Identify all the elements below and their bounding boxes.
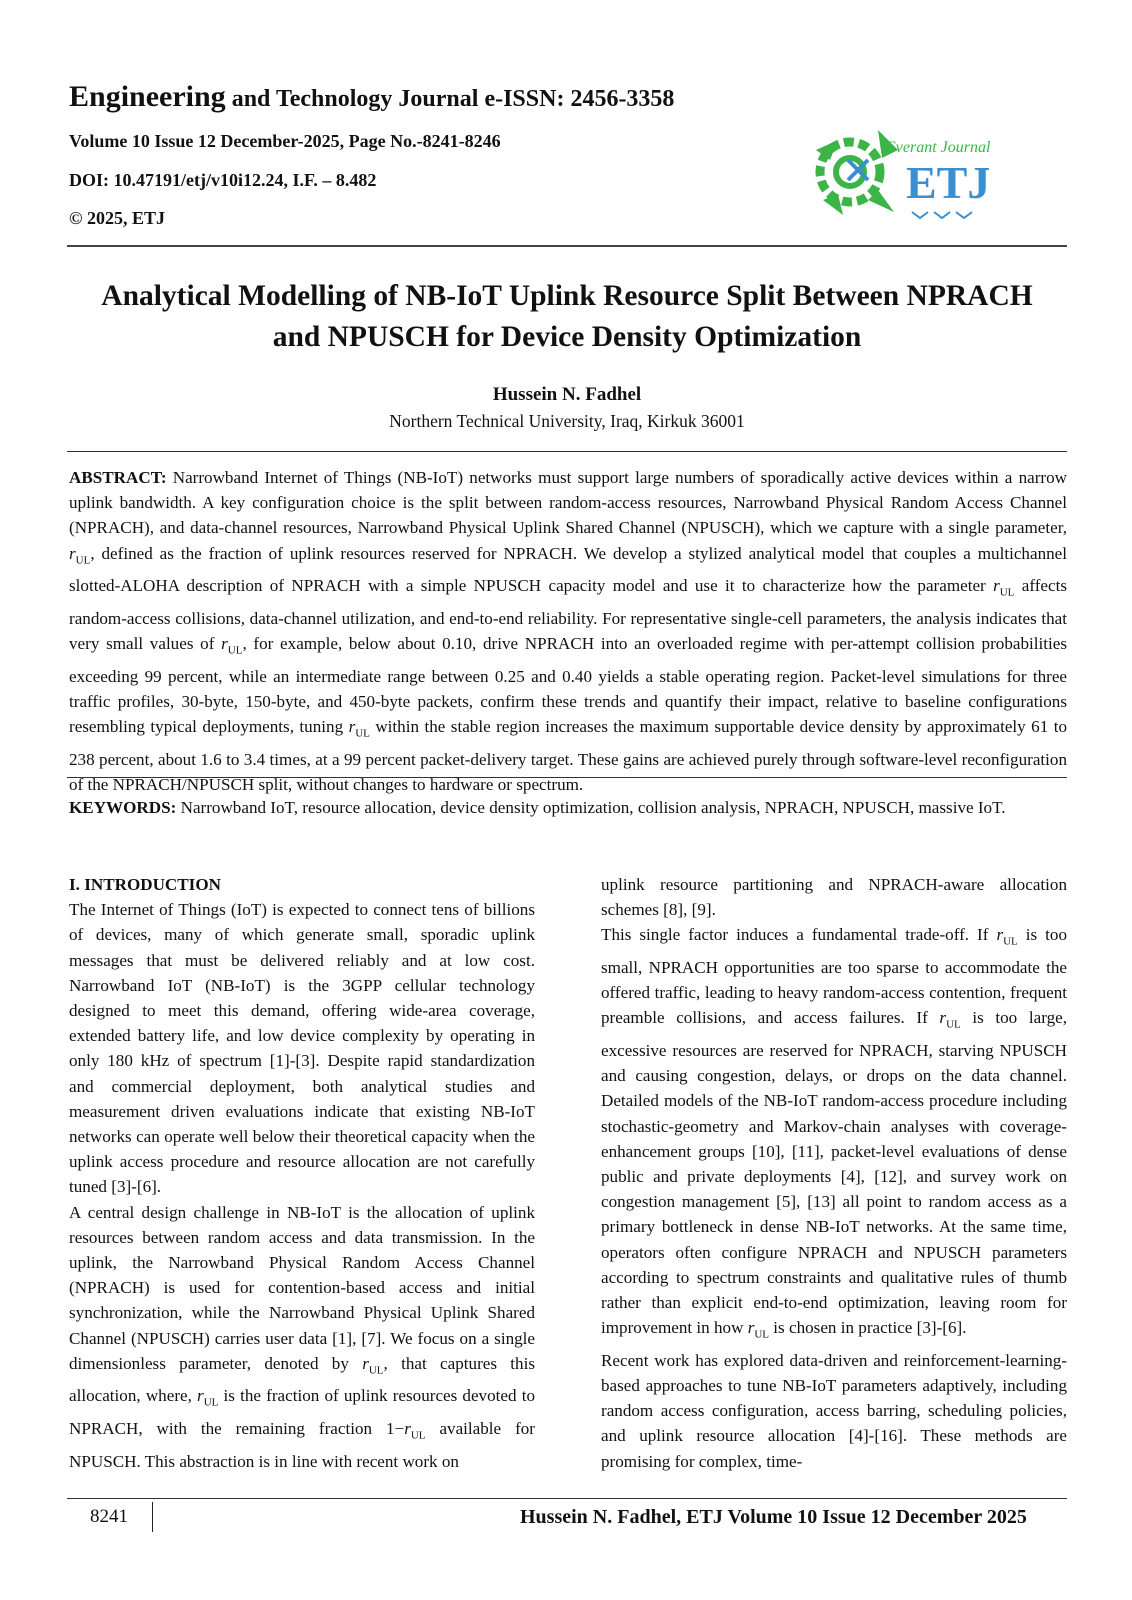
right-column	[601, 872, 1067, 1474]
volume-line: Volume 10 Issue 12 December-2025, Page No.-8241-8246	[69, 131, 501, 151]
logo-text-top: Everant Journal	[886, 139, 991, 156]
intro-paragraph-3: uplink resource partitioning and NPRACH-aware allocation schemes [8], [9].	[601, 875, 1067, 920]
author-affiliation: Northern Technical University, Iraq, Kirkuk 36001	[389, 411, 745, 431]
abstract-text: , defined as the fraction of uplink resources reserved for NPRACH. We develop a stylized analytical model that couples a multichannel slotted-ALOHA description of NPRACH with a simple NPUSCH capacity model and use it to characterize how the parameter	[69, 543, 1067, 596]
page-number: 8241	[90, 1506, 128, 1527]
section-heading-introduction: I. INTRODUCTION	[69, 875, 221, 894]
keywords-label: KEYWORDS:	[69, 798, 177, 817]
r-ul-symbol: $r_{UL}$	[197, 1386, 219, 1409]
abstract-text: , for example, below about 0.10, drive NPRACH into an overloaded regime with per-attempt collision probabilities exceeding 99 percent, while an intermediate range between 0.25 and 0.40 yields a stable operating region. Packet-level simulations for three traffic profiles, 30-byte, 150-byte, and 450-byte packets, confirm these trends and quantify their impact, relative to baseline configurations resembling typical deployments, tuning	[69, 634, 1067, 737]
keywords	[69, 795, 1067, 820]
doi-line: DOI: 10.47191/etj/v10i12.24, I.F. – 8.482	[69, 170, 377, 190]
r-ul-symbol: $r_{UL}$	[221, 634, 243, 657]
abstract-label: ABSTRACT:	[69, 468, 167, 487]
abstract-text: Narrowband Internet of Things (NB-IoT) networks must support large numbers of sporadically active devices within a narrow uplink bandwidth. A key configuration choice is the split between random-access resources, Narrowband Physical Random Access Channel (NPRACH), and data-channel resources, Narrowband Physical Uplink Shared Channel (NPUSCH), which we capture with a single parameter,	[69, 468, 1067, 538]
intro-paragraph-2: A central design challenge in NB-IoT is the allocation of uplink resources between random access and data transmission. In the uplink, the Narrowband Physical Random Access Channel (NPRACH) is used for contention-based access and initial synchronization, while the Narrowband Physical Uplink Shared Channel (NPUSCH) carries user data [1], [7]. We focus on a single dimensionless parameter, denoted by $r_{UL}$, that captures this allocation, where, $r_{UL}$ is the fraction of uplink resources devoted to NPRACH, with the remaining fraction $1-r_{UL}$ available for NPUSCH. This abstraction is in line with recent work on	[69, 1202, 535, 1471]
r-ul-symbol: $r_{UL}$	[996, 925, 1018, 948]
footer-citation: Hussein N. Fadhel, ETJ Volume 10 Issue 12 December 2025	[520, 1506, 1027, 1528]
etj-logo	[808, 120, 1028, 230]
author-name: Hussein N. Fadhel	[492, 384, 642, 405]
copyright-line: © 2025, ETJ	[69, 208, 165, 228]
abstract	[69, 465, 1067, 797]
r-ul-symbol: $r_{UL}$	[404, 1419, 426, 1442]
intro-paragraph-4: This single factor induces a fundamental trade-off. If $r_{UL}$ is too small, NPRACH opportunities are too sparse to accommodate the offered traffic, leading to heavy random-access contention, frequent preamble collisions, and access failures. If $r_{UL}$ is too large, excessive resources are reserved for NPRACH, starving NPUSCH and causing congestion, delays, or drops on the data channel. Detailed models of the NB-IoT random-access procedure including stochastic-geometry and Markov-chain analyses with coverage-enhancement groups [10], [11], packet-level evaluations of dense public and private deployments [4], [12], and survey work on congestion management [5], [13] all point to random access as a primary bottleneck in dense NB-IoT networks. At the same time, operators often configure NPRACH and NPUSCH parameters according to spectrum constraints and qualitative rules of thumb rather than explicit end-to-end optimization, leaving room for improvement in how $r_{UL}$ is chosen in practice [3]-[6].	[601, 925, 1068, 1341]
journal-title-rest: and Technology Journal e-ISSN: 2456-3358	[231, 86, 675, 112]
title-line-2: and NPUSCH for Device Density Optimization	[272, 321, 862, 353]
keywords-rule	[67, 777, 1067, 778]
header-rule	[67, 245, 1067, 247]
intro-paragraph-1: The Internet of Things (IoT) is expected to connect tens of billions of devices, many of which generate small, sporadic uplink messages that must be delivered reliably and at low cost. Narrowband IoT (NB-IoT) is the 3GPP cellular technology designed to meet this demand, offering wide-area coverage, extended battery life, and low device complexity by operating in only 180 kHz of spectrum [1]-[3]. Despite rapid standardization and commercial deployment, both analytical studies and measurement driven evaluations indicate that existing NB-IoT networks can operate well below their theoretical capacity when the uplink access procedure and resource allocation are not carefully tuned [3]-[6].	[69, 900, 535, 1197]
footer-divider	[152, 1502, 153, 1532]
abstract-text: affects random-access collisions, data-channel utilization, and end-to-end reliability. For representative single-cell parameters, the analysis indicates that very small values of	[69, 576, 1067, 654]
journal-title	[69, 80, 674, 114]
left-column	[69, 872, 535, 1474]
keywords-text: Narrowband IoT, resource allocation, device density optimization, collision analysis, NPRACH, NPUSCH, massive IoT.	[176, 798, 1006, 817]
r-ul-symbol: $r_{UL}$	[747, 1318, 770, 1341]
title-line-1: Analytical Modelling of NB-IoT Uplink Resource Split Between NPRACH	[101, 280, 1033, 312]
footer-rule	[67, 1498, 1067, 1499]
logo-text-main: ETJ	[906, 157, 991, 208]
intro-paragraph-5: Recent work has explored data-driven and reinforcement-learning-based approaches to tune NB-IoT parameters adaptively, including random access configuration, access barring, scheduling policies, and uplink resource allocation [4]-[16]. These methods are promising for complex, time-	[601, 1350, 1067, 1471]
journal-title-first: Engineering	[69, 80, 226, 113]
r-ul-symbol: $r_{UL}$	[993, 576, 1015, 599]
r-ul-symbol: $r_{UL}$	[362, 1353, 384, 1377]
r-ul-symbol: $r_{UL}$	[69, 543, 91, 567]
abstract-top-rule	[67, 451, 1067, 452]
paper-title	[67, 276, 1067, 358]
r-ul-symbol: $r_{UL}$	[348, 717, 370, 740]
r-ul-symbol: $r_{UL}$	[939, 1008, 961, 1031]
abstract-text: within the stable region increases the maximum supportable device density by approximately 61 to 238 percent, about 1.6 to 3.4 times, at a 99 percent packet-delivery target. These gains are achieved purely through software-level reconfiguration of the NPRACH/NPUSCH split, without changes to hardware or spectrum.	[69, 717, 1067, 794]
